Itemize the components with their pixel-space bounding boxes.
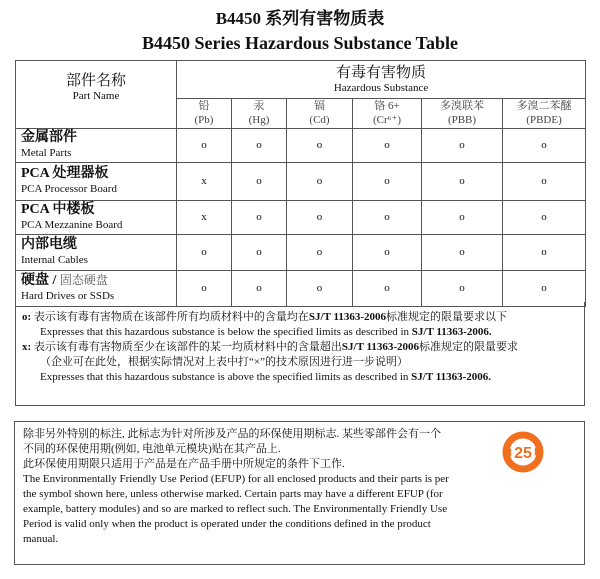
- efup-line: 除非另外特别的标注, 此标志为针对所涉及产品的环保使用期标志. 某些零部件会有一个: [23, 428, 441, 440]
- value-cell: o: [353, 162, 422, 200]
- part-name-cell: PCA 中楼板 PCA Mezzanine Board: [16, 200, 177, 234]
- value-cell: o: [353, 200, 422, 234]
- value-cell: o: [287, 234, 353, 270]
- value-cell: x: [177, 200, 232, 234]
- value-cell: o: [353, 234, 422, 270]
- value-cell: o: [232, 200, 287, 234]
- value-cell: o: [287, 200, 353, 234]
- efup-line: The Environmentally Friendly Use Period (EFUP) for all enclosed products and their parts is per: [23, 473, 449, 485]
- value-cell: o: [232, 234, 287, 270]
- efup-statement: [14, 421, 585, 565]
- value-cell: o: [422, 270, 503, 306]
- part-name-cell: 内部电缆 Internal Cables: [16, 234, 177, 270]
- efup-line: 此环保使用期限只适用于产品是在产品手册中所规定的条件下工作.: [23, 458, 345, 470]
- part-name-cell: 硬盘 / 固态硬盘 Hard Drives or SSDs: [16, 270, 177, 306]
- title-chinese: B4450 系列有害物质表: [215, 9, 385, 28]
- table-row: [16, 270, 586, 306]
- value-cell: o: [503, 162, 586, 200]
- value-cell: o: [177, 270, 232, 306]
- efup-line: Period is valid only when the product is operated under the conditions defined in the product: [23, 518, 431, 530]
- title-english: B4450 Series Hazardous Substance Table: [141, 33, 459, 53]
- value-cell: o: [503, 270, 586, 306]
- hazardous-substance-table: [15, 60, 586, 307]
- value-cell: o: [232, 162, 287, 200]
- part-name-cell: 金属部件 Metal Parts: [16, 128, 177, 162]
- value-cell: o: [287, 270, 353, 306]
- table-row: [16, 234, 586, 270]
- legend-notes: o: 表示该有毒有害物质在该部件所有均质材料中的含量均在SJ/T 11363-2006标准规定的限量要求以下 Expresses that this hazardous substance is below the specified limits as described in SJ/T 11363-2006. x: 表示该有毒有害物质至少在该部件的某一均质材料中的含量超出SJ/T 11363-2006标准规定的限量要求 （企业可在此处，根据实际情况对上表中打“×”的技术原因进行进一步说明） Expresses that this hazardous substance is above the specified limits as described in SJ/T 11363-2006.: [15, 302, 585, 406]
- part-name-header: 部件名称 Part Name: [16, 61, 177, 129]
- value-cell: o: [232, 128, 287, 162]
- substance-header: 汞 (Hg): [232, 99, 287, 129]
- efup-line: example, battery modules) and so are marked to reflect such. The Environmentally Friendly Use: [23, 503, 448, 515]
- substance-header: 多溴二苯醚 (PBDE): [503, 99, 586, 129]
- note-o: o: 表示该有毒有害物质在该部件所有均质材料中的含量均在SJ/T 11363-2006标准规定的限量要求以下: [22, 311, 508, 323]
- value-cell: o: [287, 162, 353, 200]
- value-cell: o: [422, 162, 503, 200]
- value-cell: o: [422, 128, 503, 162]
- table-row: [16, 162, 586, 200]
- note-x: x: 表示该有毒有害物质至少在该部件的某一均质材料中的含量超出SJ/T 11363-2006标准规定的限量要求: [22, 341, 519, 353]
- hazard-header: 有毒有害物质 Hazardous Substance: [177, 61, 586, 99]
- value-cell: o: [503, 200, 586, 234]
- efup-line: 不同的环保使用期(例如, 电池单元模块)贴在其产品上.: [23, 443, 281, 455]
- efup-25-logo-icon: [500, 429, 546, 475]
- substance-header: 镉 (Cd): [287, 99, 353, 129]
- value-cell: o: [422, 200, 503, 234]
- value-cell: o: [503, 128, 586, 162]
- substance-header: 多溴联苯 (PBB): [422, 99, 503, 129]
- part-name-cell: PCA 处理器板 PCA Processor Board: [16, 162, 177, 200]
- value-cell: o: [422, 234, 503, 270]
- value-cell: o: [353, 128, 422, 162]
- value-cell: o: [177, 128, 232, 162]
- value-cell: o: [353, 270, 422, 306]
- value-cell: o: [503, 234, 586, 270]
- table-row: [16, 200, 586, 234]
- table-row: [16, 128, 586, 162]
- value-cell: o: [287, 128, 353, 162]
- value-cell: x: [177, 162, 232, 200]
- svg-text:25: 25: [514, 445, 532, 462]
- efup-line: manual.: [23, 533, 59, 545]
- substance-header: 铅 (Pb): [177, 99, 232, 129]
- value-cell: o: [232, 270, 287, 306]
- value-cell: o: [177, 234, 232, 270]
- efup-line: the symbol shown here, unless otherwise marked. Certain parts may have a different EFUP (for: [23, 488, 443, 500]
- substance-header: 铬 6+ (Cr⁶⁺): [353, 99, 422, 129]
